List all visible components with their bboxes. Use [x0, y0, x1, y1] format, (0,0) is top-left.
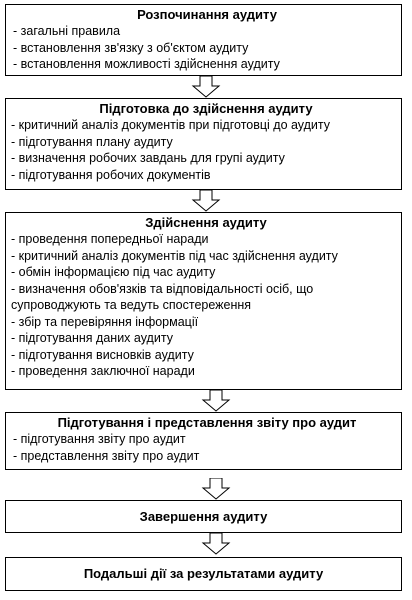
- stage-item: - проведення заключної наради: [11, 364, 195, 378]
- stage-title: Підготовка до здійснення аудиту: [99, 101, 313, 116]
- stage-box-audit-follow-up: [5, 557, 402, 591]
- stage-item: - встановлення можливості здійснення аудиту: [13, 57, 280, 71]
- down-arrow-icon: [201, 533, 231, 555]
- stage-title: Підготування і представлення звіту про аудит: [57, 415, 357, 430]
- stage-item: - підготування даних аудиту: [11, 331, 173, 345]
- stage-item: - визначення робочих завдань для групі аудиту: [11, 151, 285, 165]
- stage-box-audit-report: [5, 412, 402, 470]
- stage-item: - обмін інформацією під час аудиту: [11, 265, 216, 279]
- down-arrow-icon: [201, 478, 231, 500]
- stage-item: - підготування плану аудиту: [11, 134, 173, 149]
- stage-item: - загальні правила: [13, 24, 121, 38]
- stage-item: - проведення попередньої наради: [11, 232, 209, 246]
- stage-item: - підготування звіту про аудит: [13, 432, 186, 446]
- stage-title: Здійснення аудиту: [145, 215, 267, 230]
- stage-item: - критичний аналіз документів при підготовці до аудиту: [11, 118, 331, 132]
- down-arrow-icon: [191, 190, 221, 212]
- down-arrow-icon: [191, 76, 221, 98]
- stage-item: - підготування висновків аудиту: [11, 347, 194, 362]
- down-arrow-icon: [201, 390, 231, 412]
- stage-box-audit-preparation: [5, 98, 402, 190]
- stage-item: - встановлення зв'язку з об'єктом аудиту: [13, 40, 249, 55]
- stage-box-audit-initiation: [5, 4, 402, 76]
- stage-item: - визначення обов'язків та відповідальності осіб, що супроводжують та ведуть спостереження: [11, 281, 314, 312]
- stage-item: - збір та перевіряння інформації: [11, 314, 199, 329]
- stage-item: - критичний аналіз документів під час здійснення аудиту: [11, 248, 338, 263]
- stage-title: Розпочинання аудиту: [137, 7, 277, 22]
- stage-title: Подальші дії за результатами аудиту: [83, 566, 324, 581]
- stage-title: Завершення аудиту: [139, 509, 268, 524]
- stage-box-audit-execution: [5, 212, 402, 390]
- stage-item: - представлення звіту про аудит: [13, 448, 200, 463]
- stage-item: - підготування робочих документів: [11, 167, 211, 182]
- stage-box-audit-completion: [5, 500, 402, 533]
